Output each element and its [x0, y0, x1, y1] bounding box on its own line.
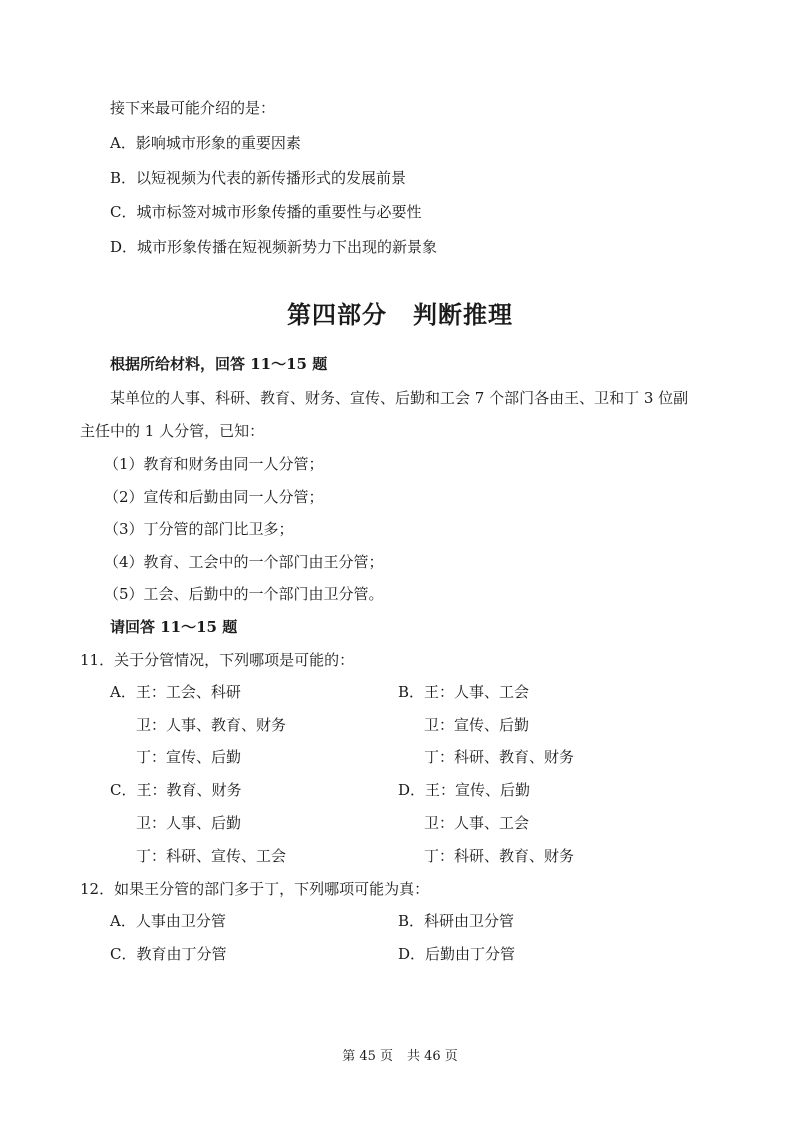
prev-option-c: C．城市标签对城市形象传播的重要性与必要性 — [110, 203, 422, 221]
q11-option-d-ding: 丁：科研、教育、财务 — [424, 847, 575, 865]
q12-option-d: D．后勤由丁分管 — [398, 945, 516, 963]
prev-option-d: D．城市形象传播在短视频新势力下出现的新景象 — [110, 238, 438, 256]
q11-option-b-ding: 丁：科研、教育、财务 — [424, 748, 575, 766]
page-number: 第 45 页 — [342, 1049, 393, 1064]
q12-stem: 12．如果王分管的部门多于丁，下列哪项可能为真： — [80, 880, 430, 898]
q12-option-c: C．教育由丁分管 — [110, 945, 227, 963]
q11-option-d-wei: 卫：人事、工会 — [424, 814, 530, 832]
q11-option-b-wang: B．王：人事、工会 — [398, 683, 530, 701]
q11-option-c-wei: 卫：人事、后勤 — [136, 814, 242, 832]
material-intro-line-1: 某单位的人事、科研、教育、财务、宣传、后勤和工会 7 个部门各由王、卫和丁 3 位副 — [110, 389, 689, 407]
condition-5: （5）工会、后勤中的一个部门由卫分管。 — [104, 585, 384, 603]
prev-option-b: B．以短视频为代表的新传播形式的发展前景 — [110, 169, 407, 187]
prev-option-a: A．影响城市形象的重要因素 — [110, 134, 301, 152]
section-part: 第四部分 — [287, 301, 387, 329]
condition-4: （4）教育、工会中的一个部门由王分管； — [104, 553, 384, 571]
q11-option-d-wang: D．王：宣传、后勤 — [398, 781, 531, 799]
answer-heading: 请回答 11～15 题 — [110, 618, 238, 636]
q11-option-a-ding: 丁：宣传、后勤 — [136, 748, 242, 766]
q11-option-a-wang: A．王：工会、科研 — [110, 683, 241, 701]
q12-option-a: A．人事由卫分管 — [110, 912, 226, 930]
q12-option-b: B．科研由卫分管 — [398, 912, 515, 930]
q11-stem: 11．关于分管情况，下列哪项是可能的： — [80, 651, 355, 669]
section-name: 判断推理 — [413, 301, 513, 329]
condition-3: （3）丁分管的部门比卫多； — [104, 520, 294, 538]
material-intro-line-2: 主任中的 1 人分管，已知： — [80, 422, 265, 440]
page-total: 共 46 页 — [407, 1049, 458, 1064]
prev-question-prompt: 接下来最可能介绍的是： — [110, 99, 276, 117]
condition-1: （1）教育和财务由同一人分管； — [104, 455, 324, 473]
page-footer — [0, 1048, 800, 1066]
q11-option-b-wei: 卫：宣传、后勤 — [424, 716, 530, 734]
condition-2: （2）宣传和后勤由同一人分管； — [104, 488, 324, 506]
q11-option-c-wang: C．王：教育、财务 — [110, 781, 242, 799]
q11-option-a-wei: 卫：人事、教育、财务 — [136, 716, 287, 734]
material-heading: 根据所给材料，回答 11～15 题 — [110, 355, 328, 373]
q11-option-c-ding: 丁：科研、宣传、工会 — [136, 847, 287, 865]
section-title — [0, 300, 800, 330]
